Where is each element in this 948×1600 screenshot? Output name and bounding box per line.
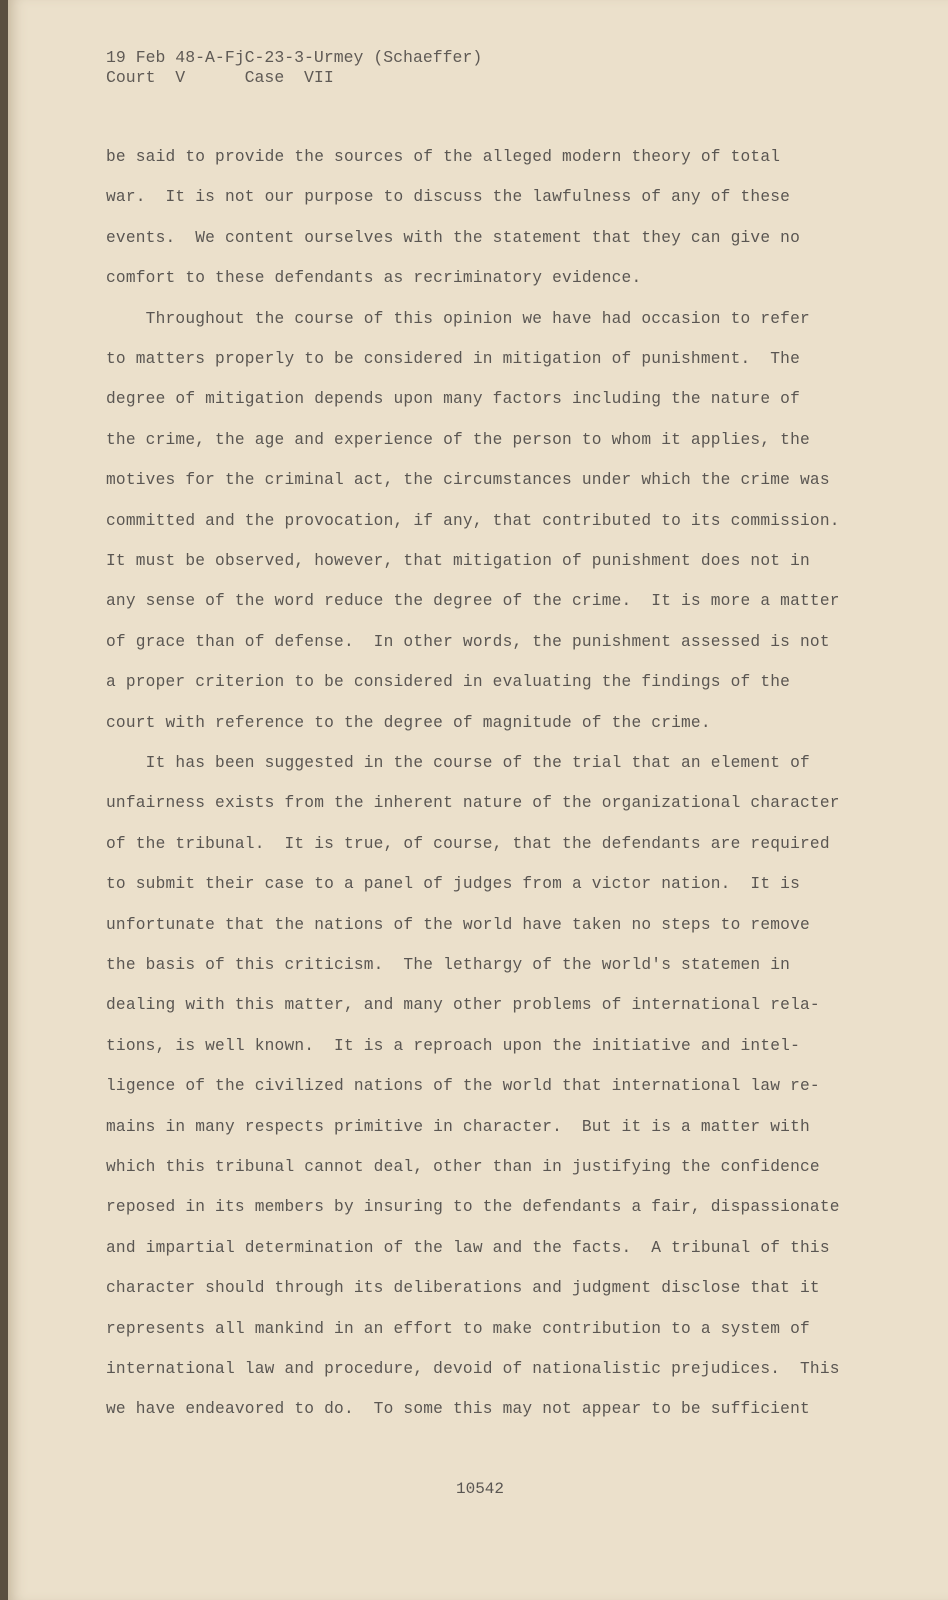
text-line: and impartial determination of the law and the facts. A tribunal of this bbox=[106, 1238, 830, 1257]
text-line: be said to provide the sources of the alleged modern theory of total bbox=[106, 148, 781, 166]
text-line: of the tribunal. It is true, of course, that the defendants are required bbox=[106, 834, 830, 853]
text-line: which this tribunal cannot deal, other than in justifying the confidence bbox=[106, 1158, 820, 1176]
text-line: to submit their case to a panel of judges from a victor nation. It is bbox=[106, 875, 800, 894]
header-court-case: Court V Case VII bbox=[106, 68, 334, 87]
text-line: reposed in its members by insuring to the defendants a fair, dispassionate bbox=[106, 1198, 840, 1217]
text-line: represents all mankind in an effort to make contribution to a system of bbox=[106, 1319, 810, 1338]
text-line: It has been suggested in the course of the trial that an element of bbox=[106, 754, 810, 772]
text-line: committed and the provocation, if any, that contributed to its commission. bbox=[106, 511, 840, 530]
text-line: ligence of the civilized nations of the world that international law re- bbox=[106, 1077, 820, 1096]
text-line: comfort to these defendants as recriminatory evidence. bbox=[106, 269, 642, 288]
text-line: unfairness exists from the inherent nature of the organizational character bbox=[106, 794, 840, 813]
text-line: international law and procedure, devoid of nationalistic prejudices. This bbox=[106, 1360, 840, 1378]
text-line: we have endeavored to do. To some this may not appear to be sufficient bbox=[106, 1400, 810, 1419]
text-line: war. It is not our purpose to discuss the lawfulness of any of these bbox=[106, 188, 791, 207]
text-line: unfortunate that the nations of the world have taken no steps to remove bbox=[106, 915, 810, 934]
text-line: to matters properly to be considered in mitigation of punishment. The bbox=[106, 350, 800, 368]
page-number: 10542 bbox=[456, 1480, 505, 1498]
text-line: the basis of this criticism. The lethargy of the world's statemen in bbox=[106, 956, 791, 974]
document-page bbox=[8, 0, 948, 1600]
text-line: mains in many respects primitive in character. But it is a matter with bbox=[106, 1117, 810, 1136]
text-line: any sense of the word reduce the degree of the crime. It is more a matter bbox=[106, 592, 840, 611]
header-reference: 19 Feb 48-A-FjC-23-3-Urmey (Schaeffer) bbox=[106, 48, 483, 67]
text-line: It must be observed, however, that mitigation of punishment does not in bbox=[106, 552, 810, 570]
text-line: tions, is well known. It is a reproach upon the initiative and intel- bbox=[106, 1036, 800, 1055]
text-line: of grace than of defense. In other words, the punishment assessed is not bbox=[106, 632, 830, 651]
text-line: dealing with this matter, and many other problems of international rela- bbox=[106, 996, 820, 1015]
text-line: degree of mitigation depends upon many factors including the nature of bbox=[106, 390, 800, 409]
document-header bbox=[106, 48, 482, 88]
text-line: a proper criterion to be considered in evaluating the findings of the bbox=[106, 673, 791, 692]
text-line: court with reference to the degree of magnitude of the crime. bbox=[106, 713, 711, 732]
text-line: the crime, the age and experience of the person to whom it applies, the bbox=[106, 430, 810, 449]
text-line: motives for the criminal act, the circumstances under which the crime was bbox=[106, 471, 830, 490]
text-line: character should through its deliberations and judgment disclose that it bbox=[106, 1279, 820, 1298]
text-line: events. We content ourselves with the statement that they can give no bbox=[106, 228, 800, 247]
text-line: Throughout the course of this opinion we have had occasion to refer bbox=[106, 309, 810, 328]
